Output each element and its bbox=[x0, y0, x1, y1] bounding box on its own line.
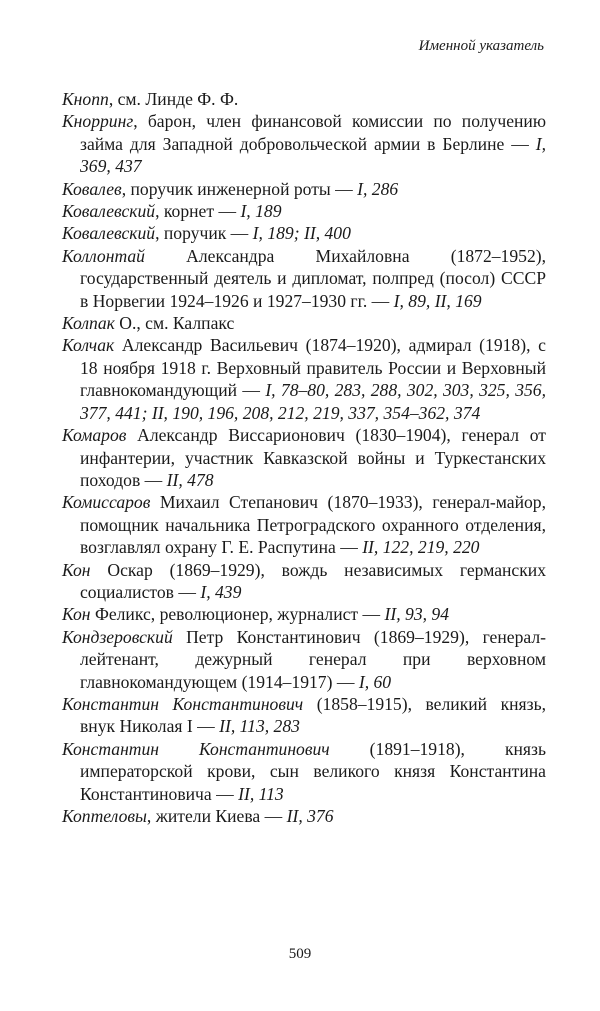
index-entry-konstantin-1858 bbox=[62, 693, 546, 738]
entry-name: Ковалев bbox=[62, 178, 122, 199]
page-number: 509 bbox=[288, 946, 312, 962]
entry-text: О., см. Калпакс bbox=[114, 313, 235, 334]
entry-refs: II, 113 bbox=[238, 783, 284, 804]
entry-refs: I, 439 bbox=[200, 581, 242, 602]
entry-refs: II, 113, 283 bbox=[219, 716, 300, 737]
entry-name: Кнорринг bbox=[62, 111, 134, 132]
entry-text: , поручик инженерной роты — bbox=[121, 178, 358, 199]
index-entry-knorring bbox=[62, 110, 546, 177]
entry-text: Петр Константинович (1869–1929), генерал-лейтенант, дежурный генерал при верховном главнокомандующем (1914–1917) — bbox=[80, 626, 546, 692]
entry-name: Ковалевский bbox=[62, 201, 156, 222]
entry-name: Константин Константинович bbox=[62, 693, 304, 714]
index-entry-konstantin-1891 bbox=[62, 738, 546, 805]
index-entries bbox=[62, 88, 546, 827]
index-entry-kollontai bbox=[62, 245, 546, 312]
index-entry-kolchak bbox=[62, 334, 546, 424]
entry-text: Феликс, революционер, журналист — bbox=[90, 604, 385, 625]
entry-name: Комаров bbox=[62, 425, 127, 446]
entry-refs: I, 60 bbox=[358, 671, 392, 692]
index-entry-koptelovy bbox=[62, 805, 546, 827]
entry-name: Колчак bbox=[62, 335, 115, 356]
entry-name: Кондзеровский bbox=[62, 626, 173, 647]
entry-name: Константин Константинович bbox=[62, 738, 330, 759]
entry-text: (1891–1918), князь императорской крови, сын великого князя Константина Константиновича — bbox=[80, 738, 546, 804]
entry-refs: I, 89, II, 169 bbox=[393, 290, 482, 311]
entry-refs: II, 122, 219, 220 bbox=[362, 537, 480, 558]
index-entry-kovalev bbox=[62, 178, 546, 200]
entry-text: Александр Виссарионович (1830–1904), генерал от инфантерии, участник Кавказской войны и Туркестанских походов — bbox=[80, 425, 546, 490]
entry-refs: II, 478 bbox=[166, 469, 214, 490]
index-entry-komarov bbox=[62, 424, 546, 491]
entry-text: , поручик — bbox=[155, 223, 253, 244]
index-entry-komissarov bbox=[62, 491, 546, 558]
entry-text: , барон, член финансовой комиссии по получению займа для Западной добровольческой армии в Берлине — bbox=[80, 111, 546, 154]
index-entry-kovalevsky-poruchik bbox=[62, 222, 546, 244]
index-entry-kon-oskar bbox=[62, 559, 546, 604]
entry-refs: II, 93, 94 bbox=[384, 604, 450, 625]
index-entry-kovalevsky-cornet bbox=[62, 200, 546, 222]
entry-text: Александра Михайловна (1872–1952), государственный деятель и дипломат, полпред (посол) СССР в Норвегии 1924–1926 и 1927–1930 гг. — bbox=[80, 245, 546, 311]
entry-name: Кнопп bbox=[62, 89, 109, 109]
index-entry-kolpak bbox=[62, 312, 546, 334]
entry-text: , корнет — bbox=[155, 201, 241, 222]
entry-refs: II, 376 bbox=[286, 806, 334, 826]
entry-text: Оскар (1869–1929), вождь независимых германских социалистов — bbox=[80, 559, 546, 602]
entry-name: Ковалевский bbox=[62, 223, 156, 244]
entry-refs: I, 189 bbox=[240, 201, 282, 222]
index-entry-kon-feliks bbox=[62, 603, 546, 625]
entry-text: Александр Васильевич (1874–1920), адмирал (1918), с 18 ноября 1918 г. Верховный правитель России и Верховный главнокомандующий — bbox=[80, 335, 546, 401]
entry-text: Михаил Степанович (1870–1933), генерал-майор, помощник начальника Петроградского охранного отделения, возглавлял охрану Г. Е. Распутина — bbox=[80, 492, 546, 558]
entry-text: (1858–1915), великий князь, внук Николая I — bbox=[80, 693, 547, 737]
entry-name: Кон bbox=[62, 559, 91, 580]
entry-refs: I, 369, 437 bbox=[80, 133, 546, 177]
entry-name: Коллонтай bbox=[62, 245, 145, 266]
index-entry-knopp bbox=[62, 88, 546, 110]
entry-refs: I, 78–80, 283, 288, 302, 303, 325, 356, 377, 441; II, 190, 196, 208, 212, 219, 337, 354–362, 374 bbox=[80, 380, 546, 423]
index-entry-kondzerovsky bbox=[62, 626, 546, 693]
entry-name: Кон bbox=[62, 604, 91, 625]
entry-name: Коптеловы bbox=[62, 806, 147, 826]
entry-name: Комиссаров bbox=[62, 492, 151, 513]
entry-refs: I, 286 bbox=[357, 178, 399, 199]
running-header: Именной указатель bbox=[418, 38, 544, 54]
entry-refs: I, 189; II, 400 bbox=[252, 223, 351, 244]
entry-name: Колпак bbox=[62, 313, 115, 334]
entry-text: , жители Киева — bbox=[146, 806, 287, 826]
entry-text: , см. Линде Ф. Ф. bbox=[108, 89, 239, 109]
